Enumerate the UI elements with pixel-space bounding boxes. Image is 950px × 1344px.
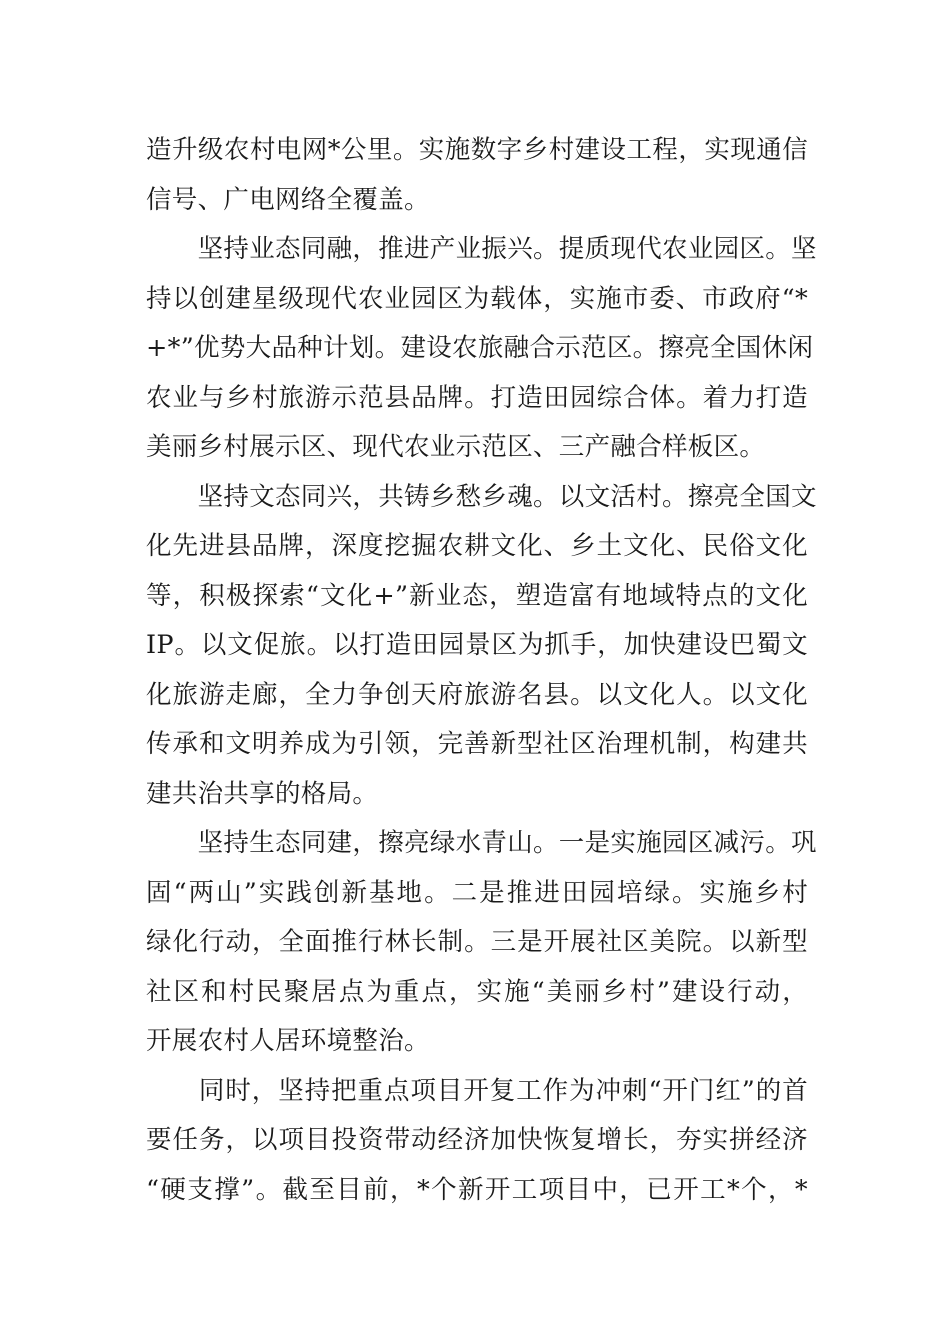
- text-line: 化旅游走廊，全力争创天府旅游名县。以文化人。以文化: [146, 679, 808, 710]
- paragraph-ecology: [146, 819, 817, 1067]
- text-line: +*”优势大品种计划。建设农旅融合示范区。擦亮全国休闲: [146, 333, 814, 363]
- paragraph-rural-infrastructure: [146, 126, 808, 225]
- text-line: 等，积极探索“文化+”新业态，塑造富有地域特点的文化: [146, 580, 808, 611]
- text-line: 坚持文态同兴，共铸乡愁乡魂。以文活村。擦亮全国文: [146, 481, 817, 512]
- text-line: 化先进县品牌，深度挖掘农耕文化、乡土文化、民俗文化: [146, 531, 808, 561]
- text-line: 持以创建星级现代农业园区为载体，实施市委、市政府“*: [146, 283, 808, 314]
- text-line: 传承和文明养成为引领，完善新型社区治理机制，构建共: [146, 729, 808, 759]
- text-line: 社区和村民聚居点为重点，实施“美丽乡村”建设行动，: [146, 976, 808, 1007]
- document-body: [146, 126, 817, 1215]
- paragraph-key-projects: [146, 1067, 808, 1216]
- text-line: 绿化行动，全面推行林长制。三是开展社区美院。以新型: [146, 927, 808, 957]
- text-line: IP。以文促旅。以打造田园景区为抓手，加快建设巴蜀文: [146, 630, 808, 660]
- text-line: 坚持业态同融，推进产业振兴。提质现代农业园区。坚: [146, 234, 817, 264]
- text-line: 固“两山”实践创新基地。二是推进田园培绿。实施乡村: [146, 877, 808, 908]
- text-line: 农业与乡村旅游示范县品牌。打造田园综合体。着力打造: [146, 382, 808, 413]
- text-line: 美丽乡村展示区、现代农业示范区、三产融合样板区。: [146, 432, 766, 462]
- text-line: 信号、广电网络全覆盖。: [146, 184, 430, 215]
- text-line: 开展农村人居环境整治。: [146, 1026, 430, 1056]
- text-line: 造升级农村电网*公里。实施数字乡村建设工程，实现通信: [146, 135, 808, 165]
- text-line: 要任务，以项目投资带动经济加快恢复增长，夯实拼经济: [146, 1125, 808, 1155]
- text-line: 同时，坚持把重点项目开复工作为冲刺“开门红”的首: [146, 1075, 808, 1106]
- text-line: 建共治共享的格局。: [146, 778, 379, 809]
- text-line: 坚持生态同建，擦亮绿水青山。一是实施园区减污。巩: [146, 828, 817, 858]
- paragraph-culture: [146, 473, 817, 820]
- paragraph-industry-revitalization: [146, 225, 817, 473]
- text-line: “硬支撑”。截至目前，*个新开工项目中，已开工*个，*: [146, 1174, 808, 1205]
